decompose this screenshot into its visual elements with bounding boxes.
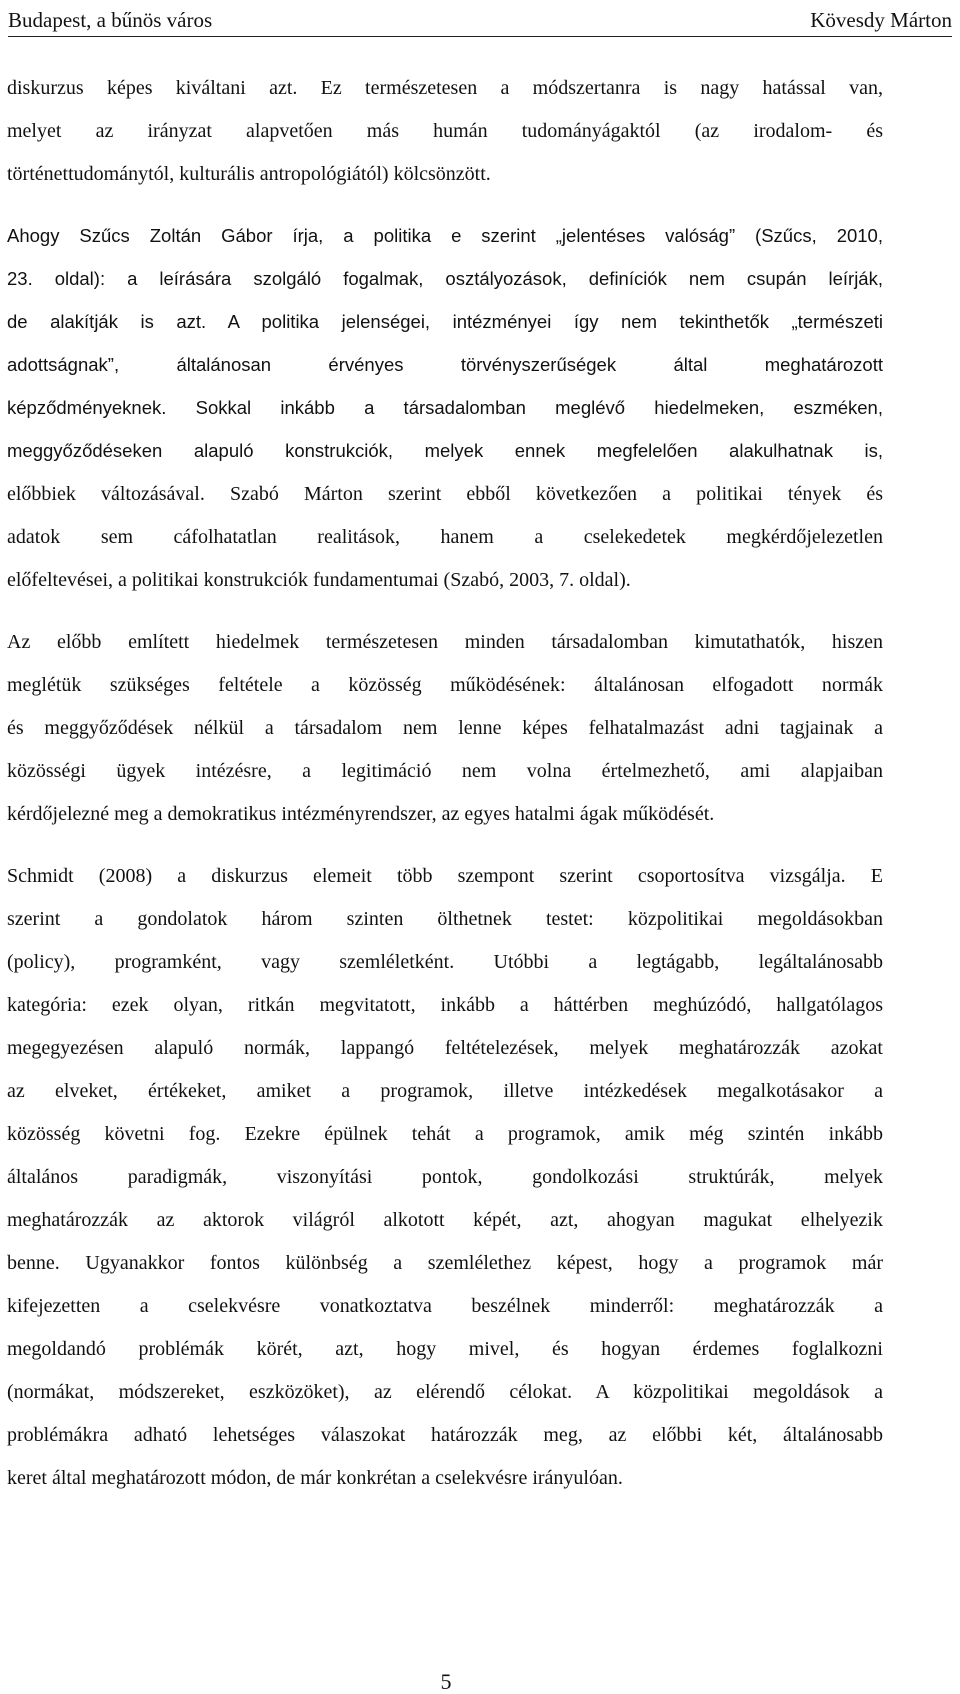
text-line: de alakítják is azt. A politika jelenségei, intézményei így nem tekinthetők „természeti [7,311,883,332]
text-line: előfeltevései, a politikai konstrukciók fundamentumai (Szabó, 2003, 7. oldal). [7,569,631,591]
text-line: adottságnak”, általánosan érvényes törvényszerűségek által meghatározott [7,354,883,375]
header-author: Kövesdy Márton [810,8,952,32]
text-line: megoldandó problémák körét, azt, hogy mivel, és hogyan érdemes foglalkozni [7,1338,883,1360]
text-line: kifejezetten a cselekvésre vonatkoztatva beszélnek minderről: meghatározzák a [7,1295,883,1317]
text-line: általános paradigmák, viszonyítási pontok, gondolkozási struktúrák, melyek [7,1166,883,1188]
text-line: történettudománytól, kulturális antropológiától) kölcsönzött. [7,163,491,185]
running-header [8,4,952,37]
text-line: kérdőjelezné meg a demokratikus intézményrendszer, az egyes hatalmi ágak működését. [7,803,715,825]
text-line: keret által meghatározott módon, de már konkrétan a cselekvésre irányulóan. [7,1467,623,1489]
text-line: problémákra adható lehetséges válaszokat határozzák meg, az előbbi két, általánosabb [7,1424,883,1446]
text-line: Az előbb említett hiedelmek természetesen minden társadalomban kimutathatók, hiszen [7,631,883,653]
text-line: megegyezésen alapuló normák, lappangó feltételezések, melyek meghatározzák azokat [7,1037,883,1059]
text-line: meggyőződéseken alapuló konstrukciók, melyek ennek megfelelően alakulhatnak is, [7,440,883,461]
text-line: adatok sem cáfolhatatlan realitások, hanem a cselekedetek megkérdőjelezetlen [7,526,883,548]
text-line: meglétük szükséges feltétele a közösség működésének: általánosan elfogadott normák [7,674,883,696]
text-line: szerint a gondolatok három szinten ölthetnek testet: közpolitikai megoldásokban [7,908,883,930]
text-line: képződményeknek. Sokkal inkább a társadalomban meglévő hiedelmeken, eszméken, [7,397,883,418]
text-line: az elveket, értékeket, amiket a programok, illetve intézkedések megalkotásakor a [7,1080,883,1102]
text-line: kategória: ezek olyan, ritkán megvitatott, inkább a háttérben meghúzódó, hallgatólagos [7,994,883,1016]
text-line: és meggyőződések nélkül a társadalom nem lenne képes felhatalmazást adni tagjainak a [7,717,883,739]
text-line: benne. Ugyanakkor fontos különbség a szemlélethez képest, hogy a programok már [7,1252,883,1274]
text-line: közösségi ügyek intézésre, a legitimáció nem volna értelmezhető, ami alapjaiban [7,760,883,782]
text-line: előbbiek változásával. Szabó Márton szerint ebből következően a politikai tények és [7,483,883,505]
text-line: Ahogy Szűcs Zoltán Gábor írja, a politika e szerint „jelentéses valóság” (Szűcs, 2010, [7,225,883,246]
text-line: (policy), programként, vagy szemléletként. Utóbbi a legtágabb, legáltalánosabb [7,951,883,973]
text-line: (normákat, módszereket, eszközöket), az elérendő célokat. A közpolitikai megoldások a [7,1381,883,1403]
text-line: melyet az irányzat alapvetően más humán tudományágaktól (az irodalom- és [7,120,883,142]
text-line: 23. oldal): a leírására szolgáló fogalmak, osztályozások, definíciók nem csupán leírják, [7,268,883,289]
header-title: Budapest, a bűnös város [8,8,213,32]
text-line: diskurzus képes kiváltani azt. Ez természetesen a módszertanra is nagy hatással van, [7,77,883,99]
text-line: meghatározzák az aktorok világról alkotott képét, azt, ahogyan magukat elhelyezik [7,1209,883,1231]
text-line: Schmidt (2008) a diskurzus elemeit több szempont szerint csoportosítva vizsgálja. E [7,865,883,887]
page-number: 5 [440,1669,452,1694]
text-line: közösség követni fog. Ezekre épülnek tehát a programok, amik még szintén inkább [7,1123,883,1145]
